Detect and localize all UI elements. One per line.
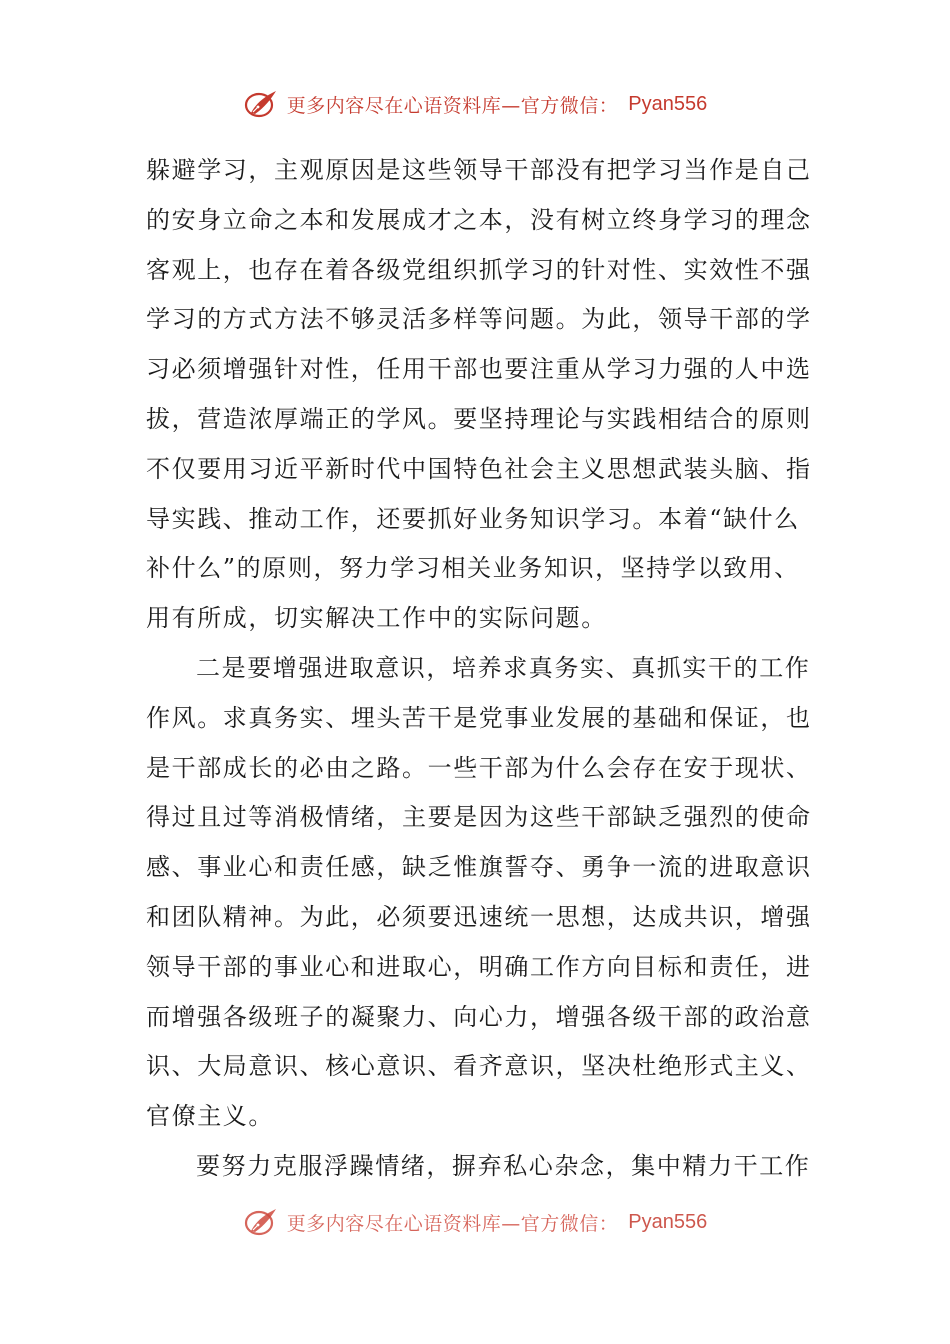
- text-line: 感、事业心和责任感，缺乏惟旗誓夺、勇争一流的进取意识: [146, 853, 812, 882]
- watermark-id: Pyan556: [628, 1210, 708, 1233]
- footer-watermark: [0, 1202, 950, 1242]
- text-line: 要努力克服浮躁情绪，摒弃私心杂念，集中精力干工作: [196, 1151, 811, 1180]
- watermark-id: Pyan556: [628, 92, 708, 115]
- text-line: 的安身立命之本和发展成才之本，没有树立终身学习的理念: [146, 205, 812, 234]
- pen-nib-logo-icon: [243, 87, 279, 121]
- pen-nib-logo-icon: [243, 1205, 279, 1239]
- text-line: 二是要增强进取意识，培养求真务实、真抓实干的工作: [196, 653, 811, 682]
- text-line: 不仅要用习近平新时代中国特色社会主义思想武装头脑、指: [146, 454, 812, 483]
- text-line: 用有所成，切实解决工作中的实际问题。: [146, 604, 607, 633]
- text-line: 识、大局意识、核心意识、看齐意识，坚决杜绝形式主义、: [146, 1052, 812, 1081]
- text-line: 躲避学习，主观原因是这些领导干部没有把学习当作是自己: [146, 156, 812, 184]
- text-line: 导实践、推动工作，还要抓好业务知识学习。本着“缺什么: [146, 504, 800, 533]
- text-line: 官僚主义。: [146, 1102, 274, 1131]
- body-text: [146, 146, 812, 1192]
- text-line: 作风。求真务实、埋头苦干是党事业发展的基础和保证，也: [146, 703, 812, 732]
- text-line: 拔，营造浓厚端正的学风。要坚持理论与实践相结合的原则: [146, 404, 812, 433]
- watermark-text: 更多内容尽在心语资料库—官方微信：: [286, 1212, 619, 1235]
- watermark-text: 更多内容尽在心语资料库—官方微信：: [286, 94, 619, 117]
- text-line: 是干部成长的必由之路。一些干部为什么会存在安于现状、: [146, 753, 812, 782]
- text-line: 和团队精神。为此，必须要迅速统一思想，达成共识，增强: [146, 902, 812, 931]
- text-line: 客观上，也存在着各级党组织抓学习的针对性、实效性不强: [146, 255, 812, 284]
- text-line: 习必须增强针对性，任用干部也要注重从学习力强的人中选: [146, 355, 812, 384]
- text-line: 补什么”的原则，努力学习相关业务知识，坚持学以致用、: [146, 554, 800, 583]
- text-line: 学习的方式方法不够灵活多样等问题。为此，领导干部的学: [146, 305, 812, 334]
- text-line: 得过且过等消极情绪，主要是因为这些干部缺乏强烈的使命: [146, 803, 812, 832]
- text-line: 而增强各级班子的凝聚力、向心力，增强各级干部的政治意: [146, 1002, 812, 1031]
- text-line: 领导干部的事业心和进取心，明确工作方向目标和责任，进: [146, 952, 812, 981]
- header-watermark: [0, 84, 950, 124]
